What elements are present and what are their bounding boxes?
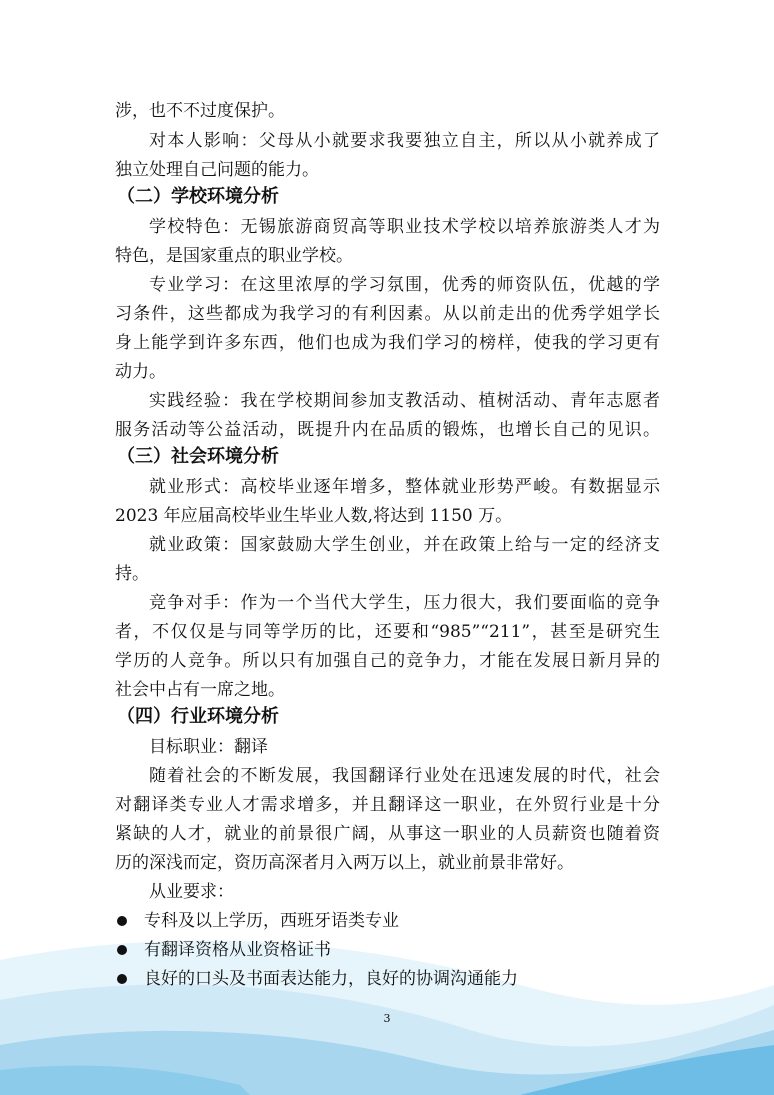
paragraph-line: 历的深浅而定，资历高深者月入两万以上，就业前景非常好。 bbox=[115, 853, 574, 873]
page-number: 3 bbox=[383, 1012, 391, 1025]
paragraph-line: 专业学习：在这里浓厚的学习氛围，优秀的师资队伍，优越的学 bbox=[149, 275, 660, 295]
paragraph-line: 持。 bbox=[115, 564, 149, 584]
paragraph-line: 者，不仅仅是与同等学历的比，还要和“985”“211”，甚至是研究生 bbox=[115, 622, 660, 642]
requirement-text: 良好的口头及书面表达能力，良好的协调沟通能力 bbox=[144, 969, 518, 989]
paragraph-line: 对翻译类专业人才需求增多，并且翻译这一职业，在外贸行业是十分 bbox=[115, 795, 660, 815]
paragraph-line: 独立处理自己问题的能力。 bbox=[115, 160, 319, 180]
section-heading-industry: （四）行业环境分析 bbox=[117, 706, 279, 727]
section-heading-school: （二）学校环境分析 bbox=[117, 186, 279, 207]
requirement-list-item bbox=[117, 968, 677, 990]
bullet-icon bbox=[117, 945, 127, 955]
paragraph-line: 特色，是国家重点的职业学校。 bbox=[115, 246, 353, 266]
requirement-list-item bbox=[117, 939, 677, 961]
paragraph-line: 2023 年应届高校毕业生毕业人数,将达到 1150 万。 bbox=[115, 506, 513, 526]
paragraph-line: 对本人影响：父母从小就要求我要独立自主，所以从小就养成了 bbox=[149, 131, 660, 151]
requirement-list-item bbox=[117, 910, 677, 932]
paragraph-line: 服务活动等公益活动，既提升内在品质的锻炼，也增长自己的见识。 bbox=[115, 420, 660, 440]
paragraph-line: 学校特色：无锡旅游商贸高等职业技术学校以培养旅游类人才为 bbox=[149, 217, 660, 237]
paragraph-line: 竞争对手：作为一个当代大学生，压力很大，我们要面临的竞争 bbox=[149, 593, 660, 613]
paragraph-line: 实践经验：我在学校期间参加支教活动、植树活动、青年志愿者 bbox=[149, 391, 660, 411]
requirements-label: 从业要求： bbox=[149, 882, 234, 902]
bullet-icon bbox=[117, 974, 127, 984]
paragraph-line: 就业形式：高校毕业逐年增多，整体就业形势严峻。有数据显示 bbox=[149, 477, 660, 497]
target-job-line: 目标职业：翻译 bbox=[149, 737, 268, 757]
bullet-icon bbox=[117, 916, 127, 926]
paragraph-line: 学历的人竞争。所以只有加强自己的竞争力，才能在发展日新月异的 bbox=[115, 651, 660, 671]
paragraph-line: 紧缺的人才，就业的前景很广阔，从事这一职业的人员薪资也随着资 bbox=[115, 824, 660, 844]
section-heading-society: （三）社会环境分析 bbox=[117, 446, 279, 467]
paragraph-line: 就业政策：国家鼓励大学生创业，并在政策上给与一定的经济支 bbox=[149, 535, 660, 555]
paragraph-line: 动力。 bbox=[115, 362, 166, 382]
paragraph-line: 社会中占有一席之地。 bbox=[115, 680, 285, 700]
requirement-text: 有翻译资格从业资格证书 bbox=[144, 940, 331, 960]
requirement-text: 专科及以上学历，西班牙语类专业 bbox=[144, 911, 399, 931]
paragraph-line: 习条件，这些都成为我学习的有利因素。从以前走出的优秀学姐学长 bbox=[115, 304, 660, 324]
paragraph-line: 身上能学到许多东西，他们也成为我们学习的榜样，使我的学习更有 bbox=[115, 333, 660, 353]
paragraph-line: 随着社会的不断发展，我国翻译行业处在迅速发展的时代，社会 bbox=[149, 766, 660, 786]
paragraph-line: 涉，也不不过度保护。 bbox=[115, 101, 285, 121]
